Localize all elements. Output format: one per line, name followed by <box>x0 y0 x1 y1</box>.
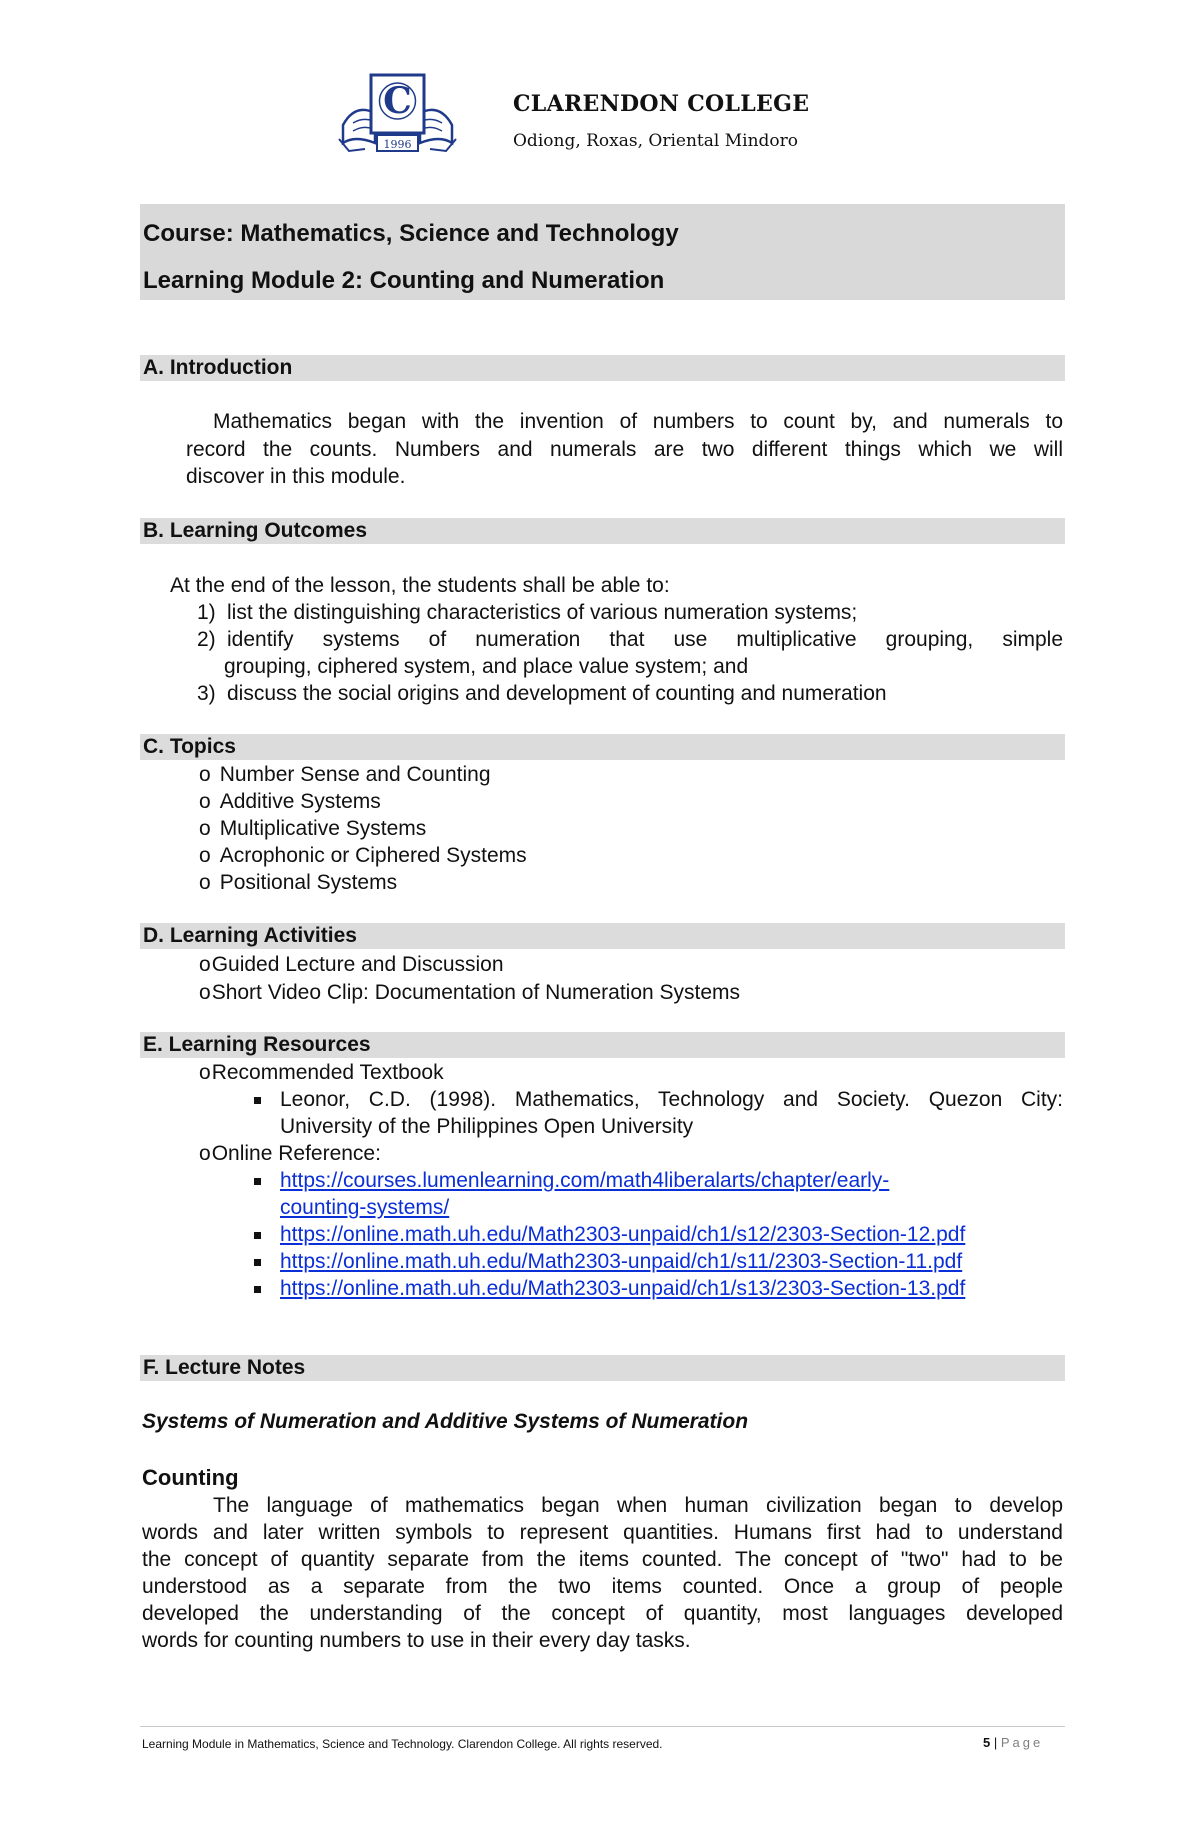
outcome-text: discuss the social origins and development of counting and numeration <box>227 682 887 705</box>
square-bullet-icon <box>254 1232 261 1239</box>
circle-bullet-icon: o <box>199 871 211 894</box>
lecture-paragraph-line: understood as a separate from the two items counted. Once a group of people <box>142 1575 1063 1598</box>
square-bullet-icon <box>254 1259 261 1266</box>
circle-bullet-icon: o <box>199 763 211 786</box>
online-reference-link[interactable]: https://online.math.uh.edu/Math2303-unpaid/ch1/s13/2303-Section-13.pdf <box>280 1277 966 1300</box>
online-reference-link[interactable]: https://online.math.uh.edu/Math2303-unpaid/ch1/s12/2303-Section-12.pdf <box>280 1223 966 1246</box>
intro-line-3: discover in this module. <box>186 465 406 488</box>
online-reference-link-continued[interactable]: counting-systems/ <box>280 1196 450 1219</box>
square-bullet-icon <box>254 1286 261 1293</box>
college-seal-logo <box>335 73 460 157</box>
college-address: Odiong, Roxas, Oriental Mindoro <box>513 131 799 151</box>
svg-text:1996: 1996 <box>383 138 412 151</box>
intro-line-2: record the counts. Numbers and numerals are two different things which we will <box>186 438 1063 461</box>
section-heading-introduction: A. Introduction <box>140 355 1065 381</box>
outcome-text: list the distinguishing characteristics of various numeration systems; <box>227 601 858 624</box>
lecture-paragraph-line: The language of mathematics began when human civilization began to develop <box>213 1494 1063 1517</box>
circle-bullet-icon: o <box>199 1142 211 1165</box>
topic-item: o Additive Systems <box>199 790 381 813</box>
lecture-paragraph-line: the concept of quantity separate from the items counted. The concept of "two" had to be <box>142 1548 1063 1571</box>
module-title: Learning Module 2: Counting and Numeration <box>143 267 665 294</box>
topic-item: o Multiplicative Systems <box>199 817 427 840</box>
section-heading-topics: C. Topics <box>140 734 1065 760</box>
lecture-paragraph-line: words for counting numbers to use in their every day tasks. <box>142 1629 691 1652</box>
outcome-text: identify systems of numeration that use multiplicative grouping, simple <box>227 628 1063 651</box>
circle-bullet-icon: o <box>199 790 211 813</box>
circle-bullet-icon: o <box>199 981 211 1004</box>
course-title: Course: Mathematics, Science and Technology <box>143 220 679 247</box>
activity-item: oGuided Lecture and Discussion <box>199 953 504 976</box>
online-reference-link[interactable]: https://online.math.uh.edu/Math2303-unpaid/ch1/s11/2303-Section-11.pdf <box>280 1250 963 1273</box>
square-bullet-icon <box>254 1097 261 1104</box>
activity-item: oShort Video Clip: Documentation of Numeration Systems <box>199 981 741 1004</box>
page-indicator <box>983 1735 1043 1750</box>
resource-group-online: oOnline Reference: <box>199 1142 381 1165</box>
lecture-paragraph-line: developed the understanding of the concept of quantity, most languages developed <box>142 1602 1063 1625</box>
outcome-number: 1) <box>197 601 216 624</box>
page-separator: | <box>993 1735 998 1750</box>
page-label: Page <box>1000 1735 1044 1750</box>
outcomes-lead: At the end of the lesson, the students shall be able to: <box>170 574 670 597</box>
document-header <box>335 73 895 163</box>
lecture-subtitle: Systems of Numeration and Additive Systems of Numeration <box>142 1410 749 1433</box>
svg-text:C: C <box>383 80 412 122</box>
circle-bullet-icon: o <box>199 844 211 867</box>
outcome-number: 3) <box>197 682 216 705</box>
circle-bullet-icon: o <box>199 1061 211 1084</box>
footer-copyright: Learning Module in Mathematics, Science and Technology. Clarendon College. All rights reserved. <box>142 1737 663 1751</box>
resource-group-textbook: oRecommended Textbook <box>199 1061 444 1084</box>
lecture-paragraph-line: words and later written symbols to represent quantities. Humans first had to understand <box>142 1521 1063 1544</box>
module-title-box <box>140 204 1065 300</box>
page-number: 5 <box>983 1735 991 1750</box>
circle-bullet-icon: o <box>199 817 211 840</box>
outcome-text-continued: grouping, ciphered system, and place value system; and <box>224 655 749 678</box>
counting-heading: Counting <box>142 1465 239 1490</box>
online-reference-link[interactable]: https://courses.lumenlearning.com/math4liberalarts/chapter/early- <box>280 1169 890 1192</box>
square-bullet-icon <box>254 1178 261 1185</box>
textbook-citation-line-1: Leonor, C.D. (1998). Mathematics, Technology and Society. Quezon City: <box>280 1088 1063 1111</box>
section-heading-outcomes: B. Learning Outcomes <box>140 518 1065 544</box>
section-heading-activities: D. Learning Activities <box>140 923 1065 949</box>
topic-item: o Positional Systems <box>199 871 398 894</box>
textbook-citation-line-2: University of the Philippines Open University <box>280 1115 694 1138</box>
college-name: CLARENDON COLLEGE <box>513 91 810 117</box>
section-heading-lecture-notes: F. Lecture Notes <box>140 1355 1065 1381</box>
circle-bullet-icon: o <box>199 953 211 976</box>
footer-divider <box>140 1726 1065 1727</box>
section-heading-resources: E. Learning Resources <box>140 1032 1065 1058</box>
topic-item: o Number Sense and Counting <box>199 763 491 786</box>
outcome-number: 2) <box>197 628 216 651</box>
topic-item: o Acrophonic or Ciphered Systems <box>199 844 527 867</box>
intro-line-1: Mathematics began with the invention of numbers to count by, and numerals to <box>213 410 1063 433</box>
